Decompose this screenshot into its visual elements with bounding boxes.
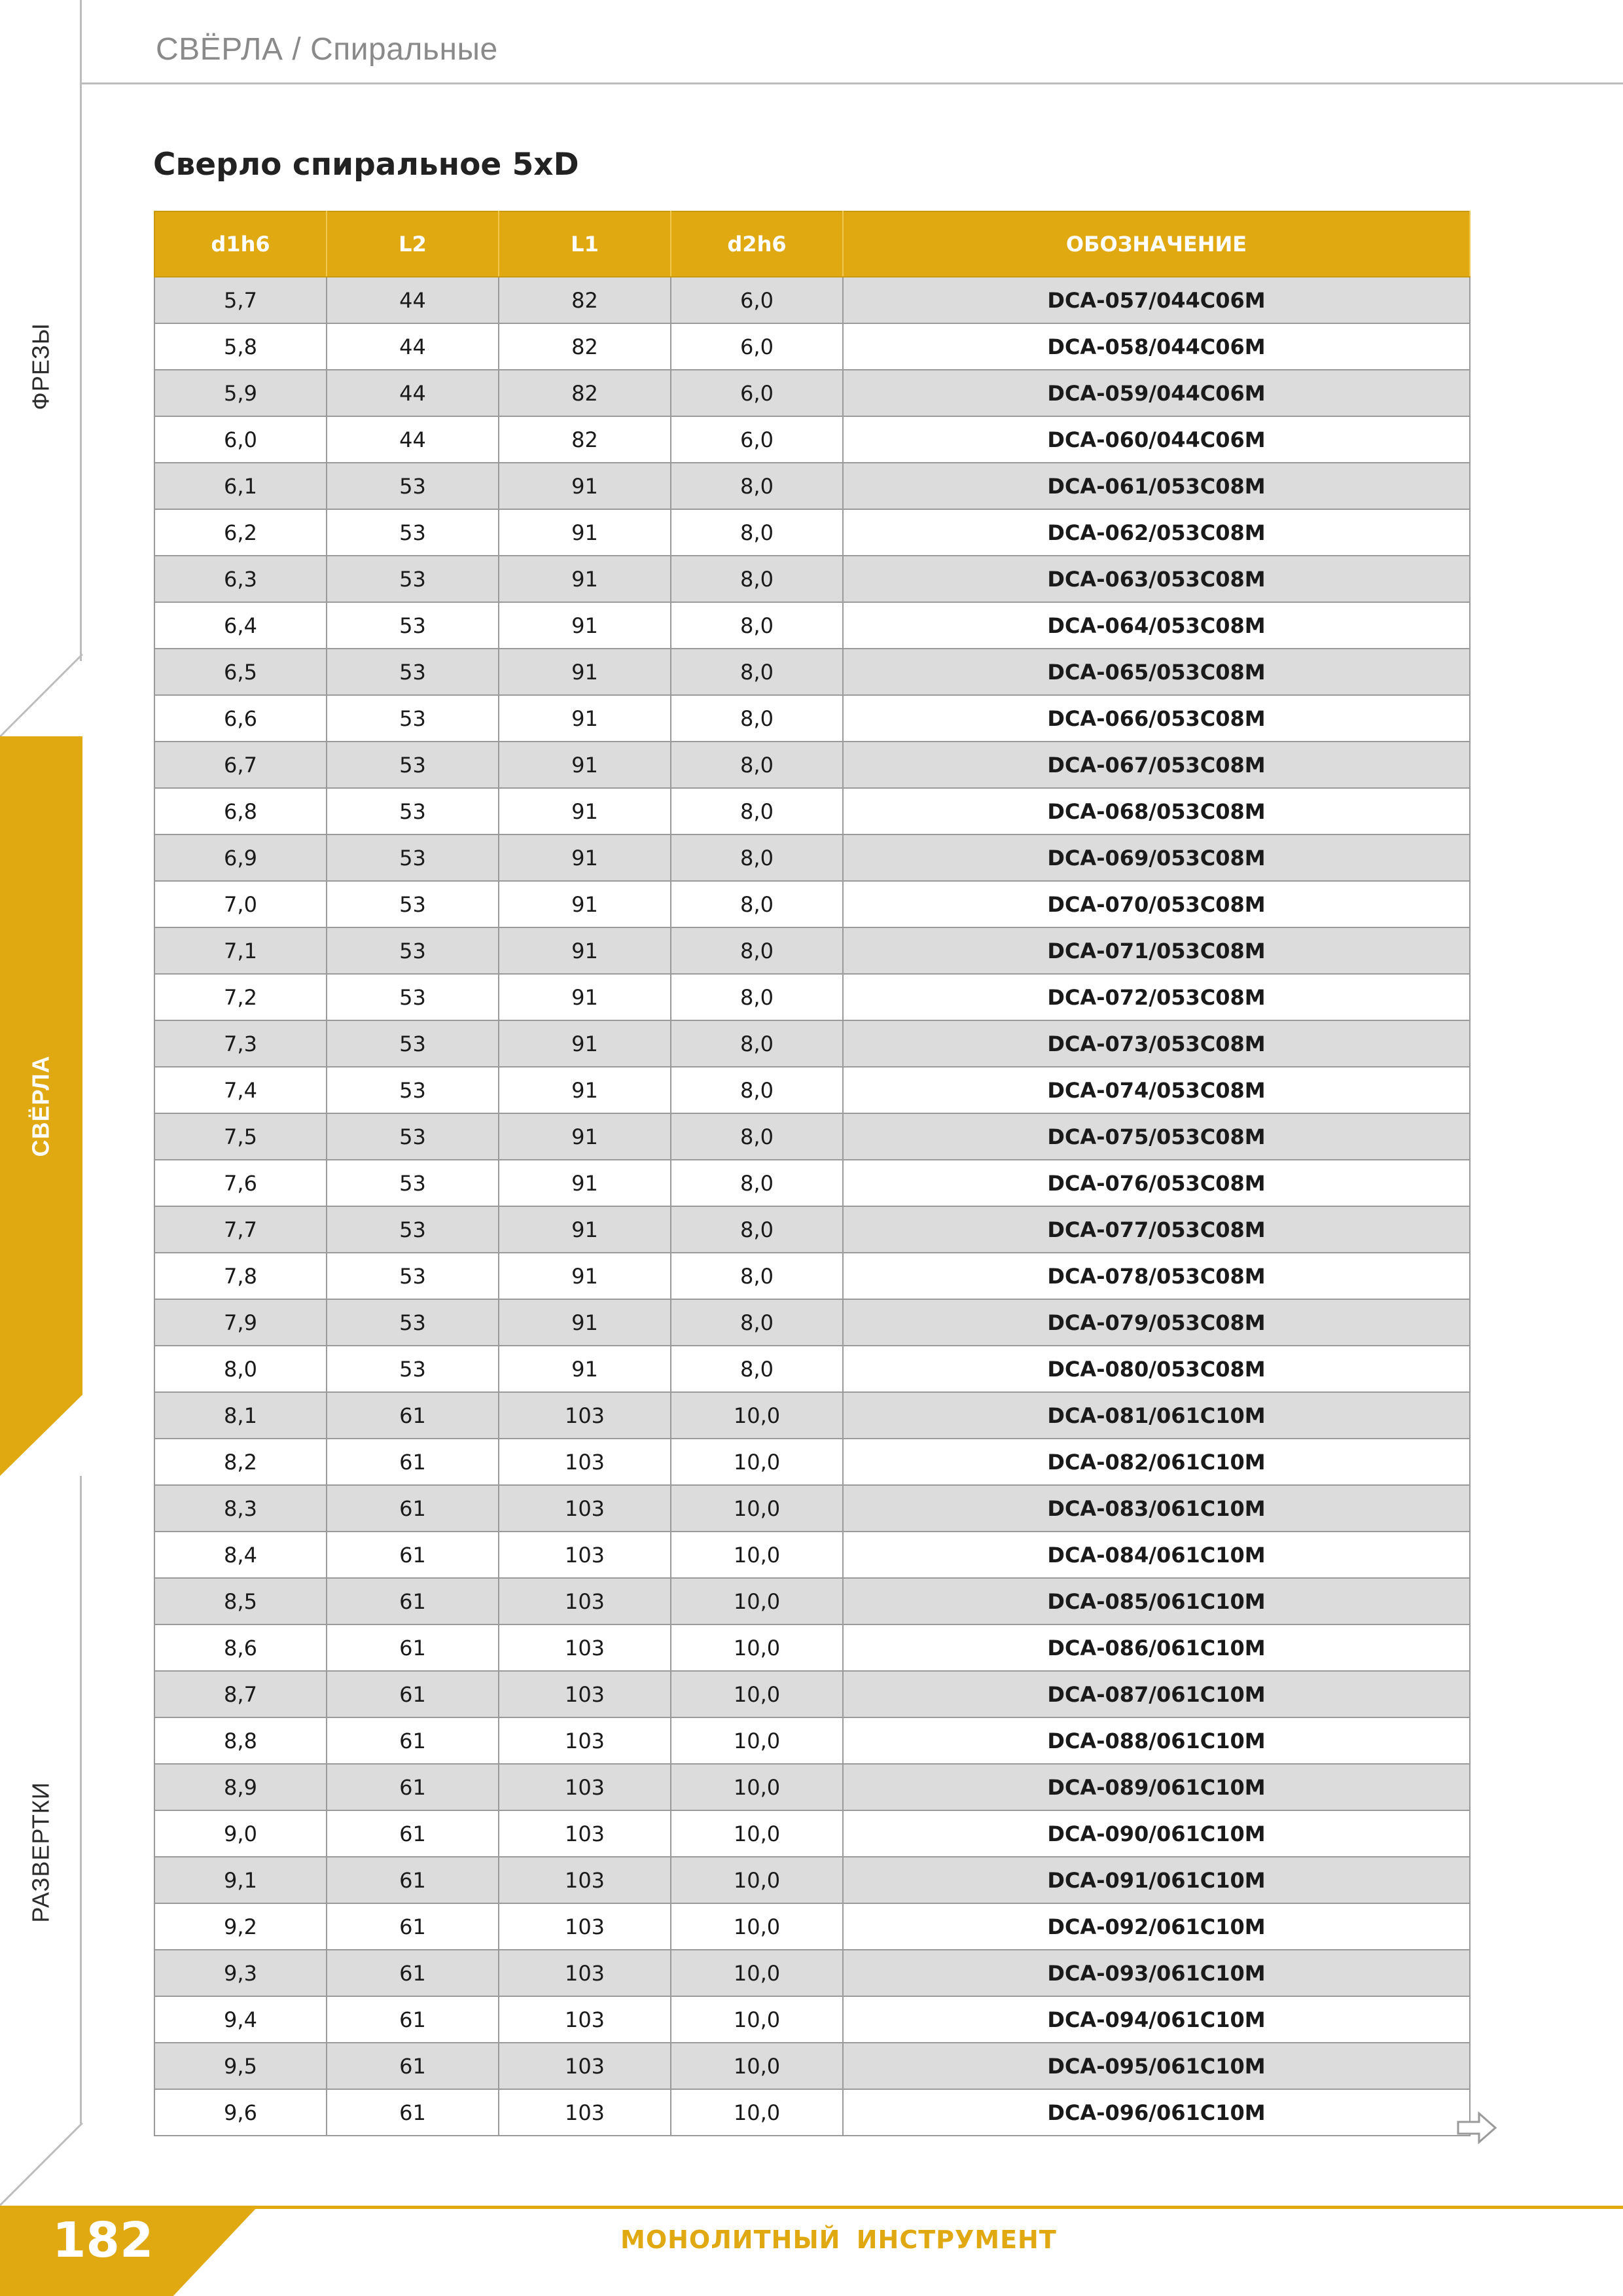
d1h6-cell: 6,6 <box>154 695 327 742</box>
table-row <box>154 1624 1470 1671</box>
l2-cell: 53 <box>327 1160 499 1206</box>
d2h6-cell: 10,0 <box>671 1717 843 1764</box>
d1h6-cell: 7,7 <box>154 1206 327 1253</box>
l1-cell: 103 <box>499 1532 671 1578</box>
side-tab-sverla[interactable] <box>0 1041 82 1172</box>
l2-cell: 53 <box>327 1346 499 1392</box>
table-row <box>154 881 1470 927</box>
d1h6-cell: 7,6 <box>154 1160 327 1206</box>
d2h6-cell: 10,0 <box>671 1810 843 1857</box>
l1-cell: 103 <box>499 2089 671 2136</box>
d1h6-cell: 7,5 <box>154 1113 327 1160</box>
l2-cell: 53 <box>327 834 499 881</box>
designation-cell: DCA-089/061C10M <box>843 1764 1470 1810</box>
designation-cell: DCA-057/044C06M <box>843 277 1470 323</box>
l1-cell: 103 <box>499 1392 671 1439</box>
table-row <box>154 834 1470 881</box>
designation-cell: DCA-076/053C08M <box>843 1160 1470 1206</box>
d1h6-cell: 6,0 <box>154 416 327 463</box>
l2-cell: 53 <box>327 1206 499 1253</box>
d2h6-cell: 8,0 <box>671 927 843 974</box>
d1h6-cell: 6,7 <box>154 742 327 788</box>
d2h6-cell: 8,0 <box>671 742 843 788</box>
spec-table <box>154 211 1471 2136</box>
designation-cell: DCA-092/061C10M <box>843 1903 1470 1950</box>
table-row <box>154 370 1470 416</box>
d1h6-cell: 5,9 <box>154 370 327 416</box>
designation-cell: DCA-072/053C08M <box>843 974 1470 1020</box>
l2-cell: 61 <box>327 1392 499 1439</box>
table-row <box>154 1113 1470 1160</box>
table-row <box>154 463 1470 509</box>
designation-cell: DCA-079/053C08M <box>843 1299 1470 1346</box>
table-row <box>154 1810 1470 1857</box>
section-breadcrumb: СВЁРЛА / Спиральные <box>156 32 498 67</box>
l2-cell: 53 <box>327 1020 499 1067</box>
l2-cell: 53 <box>327 927 499 974</box>
table-row <box>154 509 1470 556</box>
designation-cell: DCA-084/061C10M <box>843 1532 1470 1578</box>
l1-cell: 91 <box>499 556 671 602</box>
l2-cell: 61 <box>327 1764 499 1810</box>
d1h6-cell: 6,9 <box>154 834 327 881</box>
table-row <box>154 1299 1470 1346</box>
d2h6-cell: 8,0 <box>671 834 843 881</box>
d2h6-cell: 10,0 <box>671 1439 843 1485</box>
l2-cell: 61 <box>327 1950 499 1996</box>
d2h6-cell: 10,0 <box>671 2089 843 2136</box>
d1h6-cell: 5,7 <box>154 277 327 323</box>
page-title: Сверло спиральное 5xD <box>153 147 579 183</box>
l1-cell: 103 <box>499 1485 671 1532</box>
d2h6-cell: 10,0 <box>671 1671 843 1717</box>
d1h6-cell: 6,1 <box>154 463 327 509</box>
l1-cell: 91 <box>499 649 671 695</box>
d1h6-cell: 7,0 <box>154 881 327 927</box>
d2h6-cell: 8,0 <box>671 1299 843 1346</box>
table-row <box>154 1253 1470 1299</box>
designation-cell: DCA-071/053C08M <box>843 927 1470 974</box>
designation-cell: DCA-070/053C08M <box>843 881 1470 927</box>
table-row <box>154 1067 1470 1113</box>
table-row <box>154 1717 1470 1764</box>
d1h6-cell: 6,4 <box>154 602 327 649</box>
d2h6-cell: 10,0 <box>671 1392 843 1439</box>
d1h6-cell: 6,5 <box>154 649 327 695</box>
next-page-arrow-icon[interactable] <box>1457 2111 1497 2144</box>
d2h6-cell: 10,0 <box>671 1764 843 1810</box>
column-header-l2: L2 <box>327 211 499 277</box>
designation-cell: DCA-069/053C08M <box>843 834 1470 881</box>
designation-cell: DCA-096/061C10M <box>843 2089 1470 2136</box>
table-row <box>154 974 1470 1020</box>
l1-cell: 103 <box>499 1671 671 1717</box>
table-row <box>154 1160 1470 1206</box>
table-row <box>154 1950 1470 1996</box>
designation-cell: DCA-095/061C10M <box>843 2043 1470 2089</box>
l1-cell: 103 <box>499 1439 671 1485</box>
l2-cell: 53 <box>327 1113 499 1160</box>
d2h6-cell: 10,0 <box>671 1532 843 1578</box>
l2-cell: 53 <box>327 649 499 695</box>
l1-cell: 91 <box>499 1299 671 1346</box>
d1h6-cell: 9,1 <box>154 1857 327 1903</box>
l1-cell: 91 <box>499 1113 671 1160</box>
d2h6-cell: 8,0 <box>671 1160 843 1206</box>
designation-cell: DCA-074/053C08M <box>843 1067 1470 1113</box>
designation-cell: DCA-059/044C06M <box>843 370 1470 416</box>
d1h6-cell: 8,7 <box>154 1671 327 1717</box>
l2-cell: 61 <box>327 1578 499 1624</box>
table-row <box>154 277 1470 323</box>
table-row <box>154 323 1470 370</box>
d1h6-cell: 8,3 <box>154 1485 327 1532</box>
l2-cell: 53 <box>327 788 499 834</box>
l2-cell: 53 <box>327 1067 499 1113</box>
footer-caption: МОНОЛИТНЫЙ ИНСТРУМЕНТ <box>620 2225 1057 2254</box>
d1h6-cell: 7,8 <box>154 1253 327 1299</box>
table-row <box>154 788 1470 834</box>
l2-cell: 44 <box>327 323 499 370</box>
l2-cell: 61 <box>327 1624 499 1671</box>
l1-cell: 91 <box>499 1067 671 1113</box>
l1-cell: 103 <box>499 1578 671 1624</box>
d1h6-cell: 9,4 <box>154 1996 327 2043</box>
l2-cell: 61 <box>327 1532 499 1578</box>
d1h6-cell: 8,1 <box>154 1392 327 1439</box>
l2-cell: 44 <box>327 277 499 323</box>
l1-cell: 91 <box>499 927 671 974</box>
d2h6-cell: 8,0 <box>671 649 843 695</box>
l1-cell: 103 <box>499 2043 671 2089</box>
d2h6-cell: 8,0 <box>671 556 843 602</box>
table-row <box>154 1020 1470 1067</box>
d1h6-cell: 7,9 <box>154 1299 327 1346</box>
d1h6-cell: 9,0 <box>154 1810 327 1857</box>
designation-cell: DCA-083/061C10M <box>843 1485 1470 1532</box>
l2-cell: 53 <box>327 742 499 788</box>
table-row <box>154 1485 1470 1532</box>
page-number: 182 <box>52 2212 154 2269</box>
table-row <box>154 1996 1470 2043</box>
d2h6-cell: 8,0 <box>671 1020 843 1067</box>
l1-cell: 91 <box>499 974 671 1020</box>
designation-cell: DCA-088/061C10M <box>843 1717 1470 1764</box>
side-tab-label: ФРЕЗЫ <box>27 323 54 410</box>
d2h6-cell: 6,0 <box>671 323 843 370</box>
d1h6-cell: 6,8 <box>154 788 327 834</box>
designation-cell: DCA-077/053C08M <box>843 1206 1470 1253</box>
column-header-designation: ОБОЗНАЧЕНИЕ <box>843 211 1470 277</box>
d1h6-cell: 9,2 <box>154 1903 327 1950</box>
table-row <box>154 927 1470 974</box>
designation-cell: DCA-073/053C08M <box>843 1020 1470 1067</box>
d2h6-cell: 8,0 <box>671 1346 843 1392</box>
l2-cell: 44 <box>327 416 499 463</box>
d2h6-cell: 8,0 <box>671 974 843 1020</box>
l2-cell: 53 <box>327 602 499 649</box>
l2-cell: 53 <box>327 509 499 556</box>
l2-cell: 53 <box>327 974 499 1020</box>
designation-cell: DCA-086/061C10M <box>843 1624 1470 1671</box>
l1-cell: 91 <box>499 1253 671 1299</box>
d2h6-cell: 10,0 <box>671 1578 843 1624</box>
designation-cell: DCA-066/053C08M <box>843 695 1470 742</box>
column-header-l1: L1 <box>499 211 671 277</box>
l1-cell: 91 <box>499 1346 671 1392</box>
designation-cell: DCA-090/061C10M <box>843 1810 1470 1857</box>
d1h6-cell: 9,5 <box>154 2043 327 2089</box>
d1h6-cell: 6,2 <box>154 509 327 556</box>
side-tab-divider <box>0 654 83 738</box>
d1h6-cell: 9,6 <box>154 2089 327 2136</box>
l1-cell: 91 <box>499 834 671 881</box>
l1-cell: 91 <box>499 881 671 927</box>
d2h6-cell: 10,0 <box>671 1903 843 1950</box>
designation-cell: DCA-078/053C08M <box>843 1253 1470 1299</box>
l2-cell: 53 <box>327 556 499 602</box>
table-header-row <box>154 211 1470 277</box>
l1-cell: 103 <box>499 1717 671 1764</box>
table-row <box>154 602 1470 649</box>
l1-cell: 91 <box>499 695 671 742</box>
d2h6-cell: 8,0 <box>671 1113 843 1160</box>
table-row <box>154 2089 1470 2136</box>
l1-cell: 91 <box>499 463 671 509</box>
l1-cell: 82 <box>499 277 671 323</box>
d1h6-cell: 8,2 <box>154 1439 327 1485</box>
l1-cell: 103 <box>499 1764 671 1810</box>
l1-cell: 82 <box>499 323 671 370</box>
designation-cell: DCA-094/061C10M <box>843 1996 1470 2043</box>
footer-divider <box>223 2206 1623 2209</box>
l1-cell: 91 <box>499 1206 671 1253</box>
d2h6-cell: 10,0 <box>671 1950 843 1996</box>
l2-cell: 61 <box>327 2089 499 2136</box>
d2h6-cell: 10,0 <box>671 1996 843 2043</box>
d2h6-cell: 8,0 <box>671 509 843 556</box>
l2-cell: 61 <box>327 1717 499 1764</box>
designation-cell: DCA-058/044C06M <box>843 323 1470 370</box>
l2-cell: 53 <box>327 695 499 742</box>
d1h6-cell: 7,3 <box>154 1020 327 1067</box>
d1h6-cell: 7,1 <box>154 927 327 974</box>
designation-cell: DCA-075/053C08M <box>843 1113 1470 1160</box>
header-divider <box>81 82 1623 84</box>
d1h6-cell: 7,4 <box>154 1067 327 1113</box>
table-row <box>154 556 1470 602</box>
table-row <box>154 649 1470 695</box>
l2-cell: 53 <box>327 881 499 927</box>
d2h6-cell: 8,0 <box>671 463 843 509</box>
d2h6-cell: 10,0 <box>671 1485 843 1532</box>
d1h6-cell: 7,2 <box>154 974 327 1020</box>
d1h6-cell: 5,8 <box>154 323 327 370</box>
table-row <box>154 1903 1470 1950</box>
l2-cell: 61 <box>327 1671 499 1717</box>
l1-cell: 91 <box>499 602 671 649</box>
designation-cell: DCA-068/053C08M <box>843 788 1470 834</box>
d1h6-cell: 8,9 <box>154 1764 327 1810</box>
l2-cell: 53 <box>327 1253 499 1299</box>
l1-cell: 103 <box>499 1950 671 1996</box>
l1-cell: 103 <box>499 1624 671 1671</box>
designation-cell: DCA-081/061C10M <box>843 1392 1470 1439</box>
table-row <box>154 1206 1470 1253</box>
side-tab-frezy[interactable] <box>0 314 82 419</box>
d2h6-cell: 10,0 <box>671 1857 843 1903</box>
designation-cell: DCA-085/061C10M <box>843 1578 1470 1624</box>
d2h6-cell: 8,0 <box>671 602 843 649</box>
d2h6-cell: 6,0 <box>671 277 843 323</box>
d2h6-cell: 6,0 <box>671 416 843 463</box>
d1h6-cell: 8,8 <box>154 1717 327 1764</box>
l1-cell: 91 <box>499 509 671 556</box>
l2-cell: 61 <box>327 2043 499 2089</box>
designation-cell: DCA-064/053C08M <box>843 602 1470 649</box>
table-row <box>154 1578 1470 1624</box>
designation-cell: DCA-093/061C10M <box>843 1950 1470 1996</box>
d2h6-cell: 8,0 <box>671 695 843 742</box>
d1h6-cell: 8,0 <box>154 1346 327 1392</box>
table-row <box>154 1857 1470 1903</box>
d2h6-cell: 8,0 <box>671 788 843 834</box>
l1-cell: 82 <box>499 416 671 463</box>
l2-cell: 61 <box>327 1996 499 2043</box>
d1h6-cell: 8,6 <box>154 1624 327 1671</box>
l1-cell: 82 <box>499 370 671 416</box>
l1-cell: 103 <box>499 1857 671 1903</box>
d2h6-cell: 8,0 <box>671 1206 843 1253</box>
l1-cell: 103 <box>499 1810 671 1857</box>
side-tab-razvertki[interactable] <box>0 1767 82 1937</box>
l2-cell: 53 <box>327 1299 499 1346</box>
column-header-d2h6: d2h6 <box>671 211 843 277</box>
l2-cell: 61 <box>327 1485 499 1532</box>
side-tab-label: СВЁРЛА <box>27 1055 54 1157</box>
d1h6-cell: 8,4 <box>154 1532 327 1578</box>
table-row <box>154 1671 1470 1717</box>
d2h6-cell: 8,0 <box>671 1253 843 1299</box>
designation-cell: DCA-067/053C08M <box>843 742 1470 788</box>
table-row <box>154 416 1470 463</box>
d1h6-cell: 8,5 <box>154 1578 327 1624</box>
designation-cell: DCA-063/053C08M <box>843 556 1470 602</box>
l1-cell: 103 <box>499 1996 671 2043</box>
l2-cell: 61 <box>327 1810 499 1857</box>
designation-cell: DCA-062/053C08M <box>843 509 1470 556</box>
column-header-d1h6: d1h6 <box>154 211 327 277</box>
d1h6-cell: 6,3 <box>154 556 327 602</box>
designation-cell: DCA-087/061C10M <box>843 1671 1470 1717</box>
l2-cell: 61 <box>327 1857 499 1903</box>
table-row <box>154 1532 1470 1578</box>
table-row <box>154 742 1470 788</box>
designation-cell: DCA-065/053C08M <box>843 649 1470 695</box>
d2h6-cell: 8,0 <box>671 881 843 927</box>
side-tab-divider <box>0 2123 83 2206</box>
l1-cell: 103 <box>499 1903 671 1950</box>
l2-cell: 53 <box>327 463 499 509</box>
l1-cell: 91 <box>499 788 671 834</box>
table-row <box>154 2043 1470 2089</box>
table-row <box>154 1392 1470 1439</box>
designation-cell: DCA-091/061C10M <box>843 1857 1470 1903</box>
designation-cell: DCA-060/044C06M <box>843 416 1470 463</box>
l1-cell: 91 <box>499 1020 671 1067</box>
side-tab-label: РАЗВЕРТКИ <box>27 1782 54 1923</box>
l1-cell: 91 <box>499 742 671 788</box>
d2h6-cell: 10,0 <box>671 1624 843 1671</box>
table-row <box>154 1764 1470 1810</box>
table-row <box>154 1346 1470 1392</box>
l1-cell: 91 <box>499 1160 671 1206</box>
designation-cell: DCA-061/053C08M <box>843 463 1470 509</box>
l2-cell: 61 <box>327 1439 499 1485</box>
d2h6-cell: 8,0 <box>671 1067 843 1113</box>
l2-cell: 44 <box>327 370 499 416</box>
d2h6-cell: 6,0 <box>671 370 843 416</box>
d1h6-cell: 9,3 <box>154 1950 327 1996</box>
designation-cell: DCA-082/061C10M <box>843 1439 1470 1485</box>
d2h6-cell: 10,0 <box>671 2043 843 2089</box>
l2-cell: 61 <box>327 1903 499 1950</box>
table-row <box>154 695 1470 742</box>
table-row <box>154 1439 1470 1485</box>
designation-cell: DCA-080/053C08M <box>843 1346 1470 1392</box>
